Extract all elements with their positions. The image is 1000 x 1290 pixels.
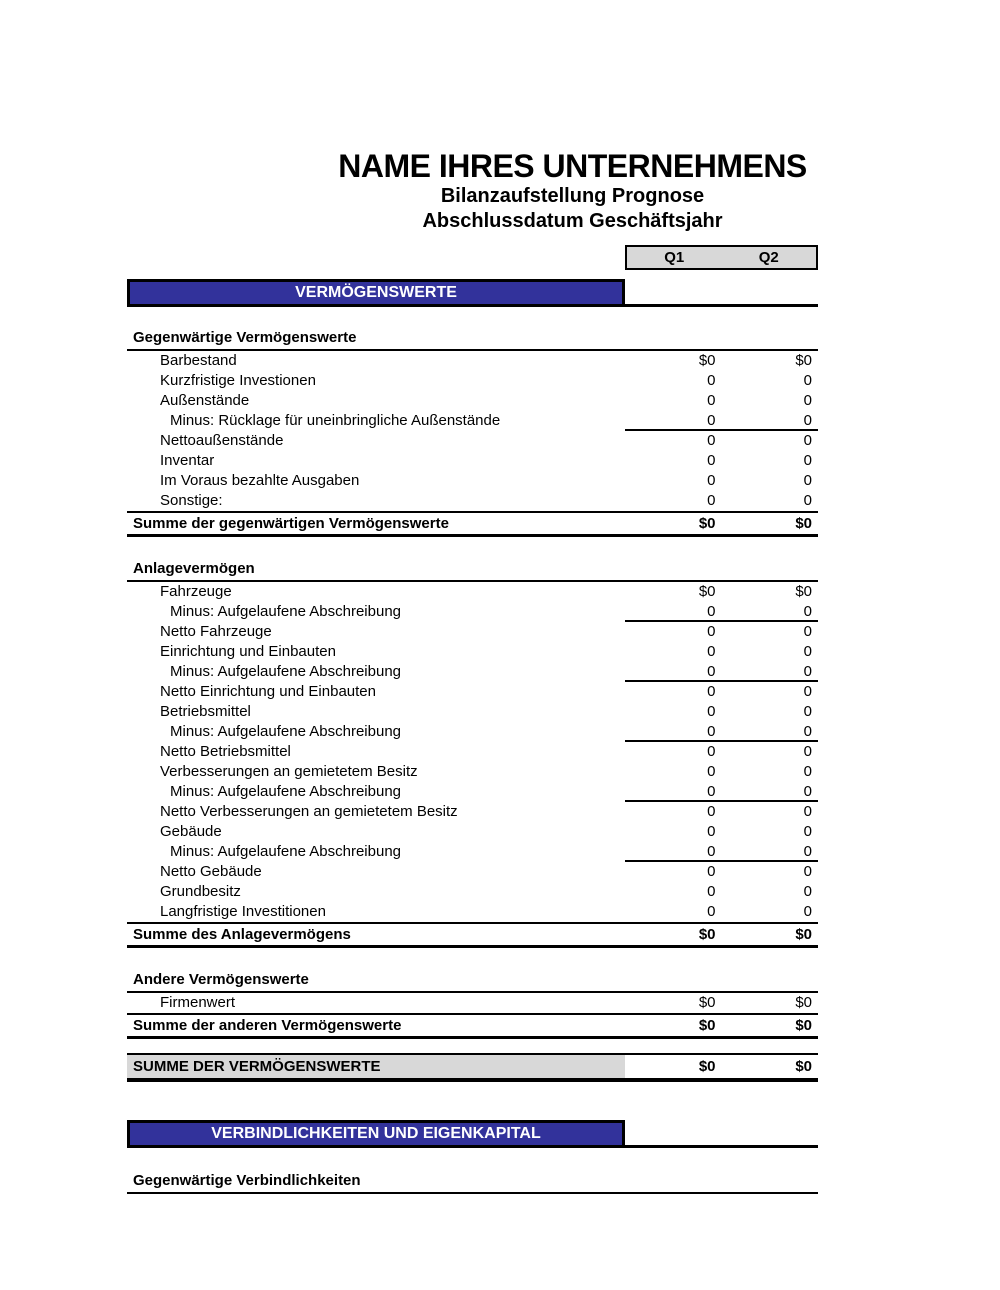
q1-value: 0 [707,823,716,840]
section-total-row [127,1013,818,1039]
line-item-label: Einrichtung und Einbauten [160,643,336,660]
line-item-label: Netto Verbesserungen an gemietetem Besitz [160,803,458,820]
q1-value: 0 [707,723,716,740]
line-item-values [625,742,818,762]
line-item-row [127,431,818,451]
line-item-row [127,862,818,882]
line-item-label: Minus: Aufgelaufene Abschreibung [170,603,401,620]
line-item-values [625,702,818,722]
line-item-row [127,622,818,642]
line-item-row [127,391,818,411]
line-item-values [625,602,818,622]
liabilities-banner-rule [625,1120,818,1148]
line-item-values [625,902,818,922]
q2-value: 0 [803,723,812,740]
line-item-values [625,431,818,451]
report-title: Bilanzaufstellung Prognose [440,185,705,207]
q2-value: 0 [803,743,812,760]
line-item-label: Fahrzeuge [160,583,232,600]
line-item-values [625,391,818,411]
q1-value: $0 [698,515,716,532]
section-total-label: Summe der gegenwärtigen Vermögenswerte [133,515,449,532]
line-item-row [127,471,818,491]
q2-value: 0 [803,492,812,509]
q2-value: 0 [803,823,812,840]
q2-value: $0 [795,1017,812,1034]
q2-value: 0 [803,623,812,640]
line-item-row [127,822,818,842]
line-item-values [625,471,818,491]
line-item-values [625,993,818,1013]
line-item-values [625,351,818,371]
q1-value: 0 [707,492,716,509]
line-item-label: Netto Gebäude [160,863,262,880]
q1-value: $0 [698,583,716,600]
line-item-label: Minus: Aufgelaufene Abschreibung [170,843,401,860]
line-item-label: Kurzfristige Investionen [160,372,316,389]
q2-value: 0 [803,372,812,389]
line-item-values [625,762,818,782]
q2-value: $0 [795,994,812,1011]
line-item-label: Sonstige: [160,492,223,509]
line-item-label: Minus: Aufgelaufene Abschreibung [170,663,401,680]
line-item-row [127,371,818,391]
q2-value: 0 [803,452,812,469]
line-item-label: Langfristige Investitionen [160,903,326,920]
q1-value: 0 [707,372,716,389]
report-date-line: Abschlussdatum Geschäftsjahr [422,210,723,232]
line-item-row [127,782,818,802]
line-item-row [127,902,818,922]
section-total-row [127,511,818,537]
q2-value: 0 [803,903,812,920]
line-item-row [127,682,818,702]
q2-value: 0 [803,783,812,800]
section-total-label: Summe des Anlagevermögens [133,926,351,943]
line-item-row [127,411,818,431]
q1-value: 0 [707,683,716,700]
q2-value: 0 [803,663,812,680]
line-item-row [127,662,818,682]
q2-value: 0 [803,472,812,489]
q1-value: $0 [698,1058,716,1075]
assets-banner-rule [625,279,818,307]
line-item-label: Außenstände [160,392,250,409]
q1-value: $0 [698,352,716,369]
liabilities-banner: VERBINDLICHKEITEN UND EIGENKAPITAL [127,1120,625,1148]
line-item-label: Grundbesitz [160,883,241,900]
company-name: NAME IHRES UNTERNEHMENS [338,148,807,184]
q2-value: 0 [803,603,812,620]
q2-value: 0 [803,432,812,449]
q2-value: $0 [795,352,812,369]
line-item-values [625,622,818,642]
q1-value: 0 [707,412,716,429]
line-item-label: Betriebsmittel [160,703,251,720]
q1-value: 0 [707,623,716,640]
q2-value: 0 [803,803,812,820]
q1-value: 0 [707,392,716,409]
q2-value: 0 [803,643,812,660]
line-item-values [625,371,818,391]
title-block [327,148,818,234]
grand-total-row [127,1053,818,1082]
line-item-values [625,682,818,702]
section-title: Andere Vermögenswerte [127,969,818,993]
line-item-label: Netto Fahrzeuge [160,623,272,640]
line-item-row [127,993,818,1013]
section-rows [127,582,818,922]
line-item-label: Inventar [160,452,215,469]
line-item-label: Im Voraus bezahlte Ausgaben [160,472,360,489]
line-item-row [127,451,818,471]
q1-value: 0 [707,763,716,780]
grand-total-values [625,1055,818,1078]
q1-value: 0 [707,803,716,820]
q1-value: $0 [698,926,716,943]
assets-banner-row [127,279,818,307]
q1-value: 0 [707,843,716,860]
section-total-values [625,1015,818,1036]
q2-value: $0 [795,926,812,943]
section-total-row [127,922,818,948]
line-item-label: Barbestand [160,352,237,369]
q2-value: 0 [803,412,812,429]
line-item-values [625,862,818,882]
line-item-values [625,411,818,431]
column-header-q2: Q2 [758,249,779,266]
line-item-row [127,722,818,742]
q2-value: 0 [803,703,812,720]
q1-value: 0 [707,783,716,800]
q2-value: 0 [803,392,812,409]
section-title: Gegenwärtige Vermögenswerte [127,327,818,351]
line-item-label: Gebäude [160,823,222,840]
line-item-values [625,491,818,511]
line-item-values [625,822,818,842]
line-item-values [625,722,818,742]
section-fixed-assets [127,558,818,948]
line-item-row [127,351,818,371]
line-item-values [625,582,818,602]
line-item-row [127,642,818,662]
section-title: Anlagevermögen [127,558,818,582]
q2-value: $0 [795,515,812,532]
line-item-label: Nettoaußenstände [160,432,284,449]
q2-value: 0 [803,683,812,700]
q1-value: 0 [707,703,716,720]
line-item-row [127,742,818,762]
q1-value: 0 [707,472,716,489]
section-total-label: Summe der anderen Vermögenswerte [133,1017,402,1034]
line-item-values [625,842,818,862]
q2-value: 0 [803,883,812,900]
line-item-values [625,802,818,822]
q1-value: 0 [707,663,716,680]
line-item-row [127,491,818,511]
q1-value: 0 [707,883,716,900]
line-item-label: Minus: Aufgelaufene Abschreibung [170,723,401,740]
column-header-row [127,245,818,270]
q1-value: $0 [698,1017,716,1034]
section-current-assets [127,327,818,537]
line-item-values [625,451,818,471]
q1-value: 0 [707,452,716,469]
column-header-box [625,245,818,270]
line-item-values [625,642,818,662]
line-item-values [625,882,818,902]
q2-value: $0 [795,583,812,600]
q1-value: $0 [698,994,716,1011]
q1-value: 0 [707,643,716,660]
line-item-label: Verbesserungen an gemietetem Besitz [160,763,418,780]
section-rows [127,351,818,511]
q2-value: $0 [795,1058,812,1075]
line-item-label: Minus: Aufgelaufene Abschreibung [170,783,401,800]
q1-value: 0 [707,432,716,449]
section-total-values [625,513,818,534]
q1-value: 0 [707,743,716,760]
section-rows [127,993,818,1013]
line-item-row [127,842,818,862]
liabilities-banner-row [127,1120,818,1148]
q1-value: 0 [707,863,716,880]
line-item-values [625,662,818,682]
balance-sheet-page [127,148,818,1194]
line-item-row [127,602,818,622]
q2-value: 0 [803,843,812,860]
line-item-row [127,702,818,722]
line-item-values [625,782,818,802]
section-total-values [625,924,818,945]
column-header-q1: Q1 [664,249,685,266]
q1-value: 0 [707,903,716,920]
line-item-label: Firmenwert [160,994,236,1011]
line-item-label: Netto Einrichtung und Einbauten [160,683,376,700]
line-item-row [127,762,818,782]
line-item-label: Netto Betriebsmittel [160,743,291,760]
section-title-current-liabilities: Gegenwärtige Verbindlichkeiten [127,1170,818,1194]
q2-value: 0 [803,863,812,880]
q2-value: 0 [803,763,812,780]
grand-total-label: SUMME DER VERMÖGENSWERTE [127,1055,625,1078]
line-item-row [127,582,818,602]
line-item-row [127,882,818,902]
line-item-row [127,802,818,822]
q1-value: 0 [707,603,716,620]
assets-banner: VERMÖGENSWERTE [127,279,625,307]
section-other-assets [127,969,818,1039]
line-item-label: Minus: Rücklage für uneinbringliche Außenstände [170,412,501,429]
